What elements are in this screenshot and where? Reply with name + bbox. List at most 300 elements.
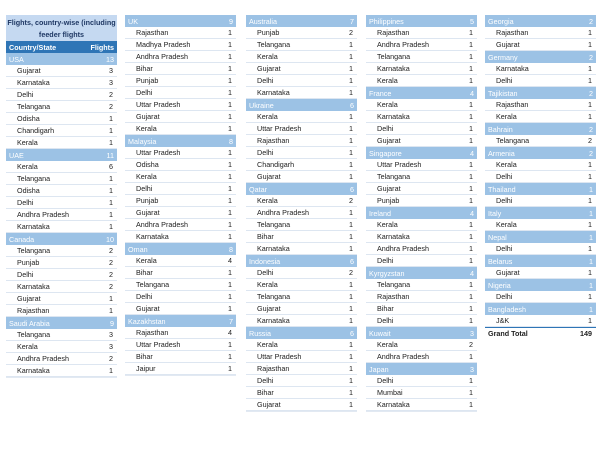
state-name: Gujarat — [17, 66, 41, 75]
grand-total-row — [485, 327, 596, 339]
state-row — [246, 243, 357, 255]
state-row — [125, 99, 236, 111]
grand-total-label: Grand Total — [488, 329, 528, 338]
state-count: 1 — [349, 280, 353, 289]
country-row — [6, 317, 117, 329]
state-name: Karnataka — [17, 282, 50, 291]
state-name: Karnataka — [17, 222, 50, 231]
state-name: Kerala — [496, 220, 517, 229]
country-group — [246, 99, 357, 183]
state-count: 1 — [469, 100, 473, 109]
state-row — [6, 137, 117, 149]
state-row — [366, 123, 477, 135]
state-name: Kerala — [257, 196, 278, 205]
state-row — [485, 195, 596, 207]
country-name: Kuwait — [369, 328, 391, 338]
state-row — [6, 269, 117, 281]
state-count: 1 — [228, 64, 232, 73]
state-count: 1 — [228, 184, 232, 193]
state-count: 1 — [349, 148, 353, 157]
state-name: Punjab — [377, 196, 400, 205]
state-row — [6, 245, 117, 257]
country-row — [485, 15, 596, 27]
country-name: Qatar — [249, 184, 267, 194]
country-group — [485, 279, 596, 303]
state-count: 2 — [469, 340, 473, 349]
state-name: Gujarat — [257, 304, 281, 313]
state-row — [6, 341, 117, 353]
country-name: Nigeria — [488, 280, 511, 290]
state-count: 1 — [469, 280, 473, 289]
country-row — [485, 51, 596, 63]
state-name: Kerala — [257, 280, 278, 289]
state-count: 1 — [349, 376, 353, 385]
state-name: Andhra Pradesh — [377, 40, 429, 49]
state-row — [366, 99, 477, 111]
state-count: 4 — [228, 256, 232, 265]
state-row — [125, 303, 236, 315]
state-name: Andhra Pradesh — [17, 210, 69, 219]
state-row — [366, 291, 477, 303]
state-name: Chandigarh — [257, 160, 295, 169]
country-row — [366, 207, 477, 219]
country-row — [246, 183, 357, 195]
country-name: Ukraine — [249, 100, 274, 110]
state-row — [125, 255, 236, 267]
state-count: 1 — [588, 28, 592, 37]
state-count: 1 — [109, 174, 113, 183]
state-count: 1 — [469, 184, 473, 193]
country-name: Japan — [369, 364, 389, 374]
state-count: 1 — [109, 138, 113, 147]
state-row — [366, 351, 477, 363]
state-count: 1 — [588, 196, 592, 205]
country-count: 2 — [589, 148, 593, 158]
state-count: 1 — [469, 112, 473, 121]
country-group — [246, 255, 357, 327]
state-name: Uttar Pradesh — [377, 160, 422, 169]
state-name: Bihar — [257, 232, 274, 241]
state-row — [246, 231, 357, 243]
state-name: Uttar Pradesh — [136, 148, 181, 157]
country-group — [246, 183, 357, 255]
country-group — [366, 87, 477, 147]
state-name: Kerala — [17, 342, 38, 351]
state-name: Uttar Pradesh — [257, 352, 302, 361]
state-row — [366, 195, 477, 207]
country-count: 1 — [589, 184, 593, 194]
state-row — [485, 267, 596, 279]
state-row — [6, 329, 117, 341]
country-name: Bangladesh — [488, 304, 526, 314]
country-count: 4 — [470, 88, 474, 98]
state-row — [246, 315, 357, 327]
state-count: 1 — [228, 28, 232, 37]
state-count: 1 — [228, 268, 232, 277]
state-row — [366, 135, 477, 147]
state-row — [246, 27, 357, 39]
state-name: Delhi — [377, 124, 394, 133]
state-count: 1 — [469, 316, 473, 325]
country-group — [485, 51, 596, 87]
state-name: Andhra Pradesh — [17, 354, 69, 363]
country-group — [485, 207, 596, 231]
state-row — [125, 147, 236, 159]
country-row — [125, 15, 236, 27]
state-name: Bihar — [136, 64, 153, 73]
state-count: 1 — [228, 364, 232, 373]
state-row — [125, 351, 236, 363]
country-count: 11 — [106, 150, 114, 160]
state-name: Delhi — [136, 184, 153, 193]
state-count: 1 — [228, 196, 232, 205]
state-name: Uttar Pradesh — [136, 340, 181, 349]
state-row — [125, 27, 236, 39]
country-name: UK — [128, 16, 138, 26]
state-name: Delhi — [496, 76, 513, 85]
state-row — [366, 279, 477, 291]
state-row — [6, 65, 117, 77]
country-group — [246, 15, 357, 99]
state-row — [366, 159, 477, 171]
state-row — [6, 125, 117, 137]
state-row — [125, 195, 236, 207]
state-row — [125, 327, 236, 339]
country-group — [485, 87, 596, 123]
state-count: 1 — [588, 64, 592, 73]
state-row — [125, 111, 236, 123]
state-name: Rajasthan — [257, 364, 290, 373]
state-name: Uttar Pradesh — [257, 124, 302, 133]
state-row — [246, 291, 357, 303]
country-count: 6 — [350, 100, 354, 110]
state-name: Delhi — [377, 376, 394, 385]
state-count: 2 — [588, 136, 592, 145]
country-name: USA — [9, 54, 24, 64]
country-group — [366, 147, 477, 207]
country-row — [366, 327, 477, 339]
country-row — [485, 183, 596, 195]
state-count: 1 — [469, 172, 473, 181]
state-row — [246, 279, 357, 291]
country-count: 8 — [229, 136, 233, 146]
state-count: 1 — [469, 304, 473, 313]
state-row — [366, 75, 477, 87]
state-count: 1 — [349, 220, 353, 229]
state-name: Gujarat — [377, 184, 401, 193]
country-row — [6, 233, 117, 245]
country-name: Ireland — [369, 208, 391, 218]
state-name: Andhra Pradesh — [136, 220, 188, 229]
state-name: Gujarat — [136, 112, 160, 121]
state-name: Odisha — [17, 114, 40, 123]
state-row — [6, 257, 117, 269]
state-row — [485, 63, 596, 75]
state-name: Delhi — [257, 148, 274, 157]
state-name: Rajasthan — [496, 100, 529, 109]
country-count: 9 — [110, 318, 114, 328]
state-count: 1 — [469, 160, 473, 169]
state-name: Punjab — [17, 258, 40, 267]
country-row — [485, 147, 596, 159]
state-row — [125, 51, 236, 63]
country-row — [366, 87, 477, 99]
state-row — [366, 315, 477, 327]
state-name: Bihar — [377, 304, 394, 313]
country-group — [6, 149, 117, 233]
state-name: Telangana — [17, 330, 51, 339]
state-name: Andhra Pradesh — [136, 52, 188, 61]
state-row — [6, 221, 117, 233]
grand-total-value: 149 — [580, 329, 592, 338]
state-count: 2 — [349, 28, 353, 37]
state-name: Gujarat — [136, 304, 160, 313]
state-count: 1 — [469, 76, 473, 85]
state-count: 1 — [228, 160, 232, 169]
state-name: Punjab — [136, 76, 159, 85]
state-name: Kerala — [257, 52, 278, 61]
state-row — [246, 87, 357, 99]
country-row — [246, 255, 357, 267]
state-row — [485, 111, 596, 123]
state-count: 6 — [109, 162, 113, 171]
country-count: 1 — [589, 304, 593, 314]
state-name: Bihar — [136, 268, 153, 277]
state-count: 1 — [228, 52, 232, 61]
state-name: Delhi — [136, 292, 153, 301]
state-count: 1 — [228, 172, 232, 181]
table-column-1 — [6, 15, 117, 378]
state-row — [246, 363, 357, 375]
country-name: Canada — [9, 234, 35, 244]
state-row — [246, 207, 357, 219]
state-name: Karnataka — [257, 244, 290, 253]
country-count: 3 — [470, 364, 474, 374]
state-row — [125, 339, 236, 351]
state-row — [485, 99, 596, 111]
state-count: 1 — [469, 388, 473, 397]
country-count: 6 — [350, 256, 354, 266]
country-count: 3 — [470, 328, 474, 338]
state-row — [6, 209, 117, 221]
state-name: Karnataka — [136, 232, 169, 241]
state-count: 2 — [349, 196, 353, 205]
state-count: 1 — [469, 40, 473, 49]
state-count: 1 — [349, 52, 353, 61]
state-row — [366, 387, 477, 399]
state-count: 1 — [469, 292, 473, 301]
country-count: 6 — [350, 184, 354, 194]
state-row — [485, 171, 596, 183]
state-name: Punjab — [136, 196, 159, 205]
state-row — [246, 387, 357, 399]
state-row — [125, 231, 236, 243]
country-count: 9 — [229, 16, 233, 26]
country-name: Bahrain — [488, 124, 513, 134]
state-count: 1 — [588, 112, 592, 121]
state-row — [485, 39, 596, 51]
state-count: 2 — [349, 268, 353, 277]
state-row — [125, 291, 236, 303]
country-count: 1 — [589, 280, 593, 290]
state-count: 1 — [469, 64, 473, 73]
state-row — [366, 171, 477, 183]
table-column-5 — [485, 15, 596, 339]
state-count: 2 — [109, 246, 113, 255]
state-name: Gujarat — [496, 268, 520, 277]
state-row — [6, 173, 117, 185]
state-count: 1 — [349, 88, 353, 97]
country-name: Philippines — [369, 16, 404, 26]
state-row — [246, 39, 357, 51]
country-name: Australia — [249, 16, 277, 26]
country-name: Indonesia — [249, 256, 281, 266]
state-row — [6, 365, 117, 377]
state-count: 1 — [228, 124, 232, 133]
state-count: 1 — [469, 124, 473, 133]
state-count: 1 — [349, 112, 353, 121]
state-row — [485, 75, 596, 87]
state-row — [485, 291, 596, 303]
state-row — [366, 255, 477, 267]
country-name: France — [369, 88, 392, 98]
country-group — [246, 327, 357, 411]
state-name: Kerala — [496, 112, 517, 121]
state-row — [125, 183, 236, 195]
state-row — [366, 27, 477, 39]
country-count: 13 — [106, 54, 114, 64]
country-group — [485, 183, 596, 207]
country-row — [366, 267, 477, 279]
state-count: 1 — [109, 126, 113, 135]
state-count: 1 — [228, 208, 232, 217]
state-name: Delhi — [257, 376, 274, 385]
country-group — [366, 207, 477, 267]
state-name: Kerala — [257, 340, 278, 349]
state-row — [366, 399, 477, 411]
state-count: 1 — [349, 76, 353, 85]
state-row — [6, 89, 117, 101]
state-count: 1 — [469, 196, 473, 205]
state-count: 1 — [228, 100, 232, 109]
state-count: 1 — [588, 76, 592, 85]
state-count: 1 — [228, 76, 232, 85]
country-state-header: Country/State — [9, 42, 57, 52]
state-count: 1 — [228, 112, 232, 121]
state-name: Telangana — [136, 280, 170, 289]
country-name: Kazakhstan — [128, 316, 166, 326]
state-count: 1 — [469, 220, 473, 229]
state-name: Madhya Pradesh — [136, 40, 191, 49]
state-name: Telangana — [17, 174, 51, 183]
state-row — [366, 303, 477, 315]
country-name: Singapore — [369, 148, 402, 158]
country-group — [485, 15, 596, 51]
state-row — [485, 135, 596, 147]
state-row — [366, 39, 477, 51]
state-name: Delhi — [17, 90, 34, 99]
table-column-3 — [246, 15, 357, 412]
state-name: Delhi — [257, 268, 274, 277]
state-count: 1 — [588, 244, 592, 253]
country-name: Georgia — [488, 16, 514, 26]
state-name: Telangana — [377, 172, 411, 181]
country-row — [485, 207, 596, 219]
state-count: 1 — [349, 352, 353, 361]
country-name: Russia — [249, 328, 271, 338]
state-count: 1 — [349, 340, 353, 349]
state-row — [366, 51, 477, 63]
state-row — [246, 123, 357, 135]
state-name: Gujarat — [136, 208, 160, 217]
state-name: Gujarat — [257, 400, 281, 409]
state-count: 1 — [228, 88, 232, 97]
column-header — [6, 41, 117, 53]
state-name: Gujarat — [17, 294, 41, 303]
state-count: 1 — [349, 40, 353, 49]
state-count: 1 — [588, 268, 592, 277]
country-name: Tajikistan — [488, 88, 518, 98]
state-name: Chandigarh — [17, 126, 55, 135]
state-row — [6, 353, 117, 365]
state-name: Rajasthan — [377, 28, 410, 37]
state-name: Kerala — [496, 160, 517, 169]
state-row — [366, 231, 477, 243]
country-count: 5 — [470, 16, 474, 26]
state-name: Telangana — [17, 102, 51, 111]
state-name: Delhi — [377, 316, 394, 325]
state-name: Rajasthan — [496, 28, 529, 37]
state-count: 1 — [228, 292, 232, 301]
page-title: Flights, country-wise (including feeder flights — [6, 15, 117, 41]
state-name: Delhi — [17, 198, 34, 207]
state-row — [246, 159, 357, 171]
state-name: Kerala — [377, 76, 398, 85]
state-name: Telangana — [17, 246, 51, 255]
state-count: 1 — [349, 388, 353, 397]
state-row — [125, 219, 236, 231]
country-count: 4 — [470, 268, 474, 278]
state-row — [246, 351, 357, 363]
state-name: Kerala — [136, 172, 157, 181]
state-count: 1 — [109, 210, 113, 219]
state-name: Kerala — [136, 124, 157, 133]
state-name: Karnataka — [496, 64, 529, 73]
state-row — [6, 77, 117, 89]
state-name: Gujarat — [257, 172, 281, 181]
state-count: 1 — [469, 232, 473, 241]
country-count: 10 — [106, 234, 114, 244]
state-count: 2 — [109, 282, 113, 291]
state-count: 1 — [349, 400, 353, 409]
state-name: Kerala — [257, 112, 278, 121]
state-row — [485, 159, 596, 171]
flights-header: Flights — [90, 42, 114, 52]
country-group — [485, 231, 596, 255]
state-name: Delhi — [496, 292, 513, 301]
state-name: Kerala — [377, 220, 398, 229]
state-row — [6, 101, 117, 113]
state-count: 3 — [109, 342, 113, 351]
state-count: 2 — [109, 354, 113, 363]
state-count: 1 — [228, 352, 232, 361]
state-name: Kerala — [377, 340, 398, 349]
country-row — [485, 231, 596, 243]
country-row — [6, 149, 117, 161]
country-count: 8 — [229, 244, 233, 254]
state-name: Karnataka — [257, 88, 290, 97]
state-count: 1 — [109, 306, 113, 315]
